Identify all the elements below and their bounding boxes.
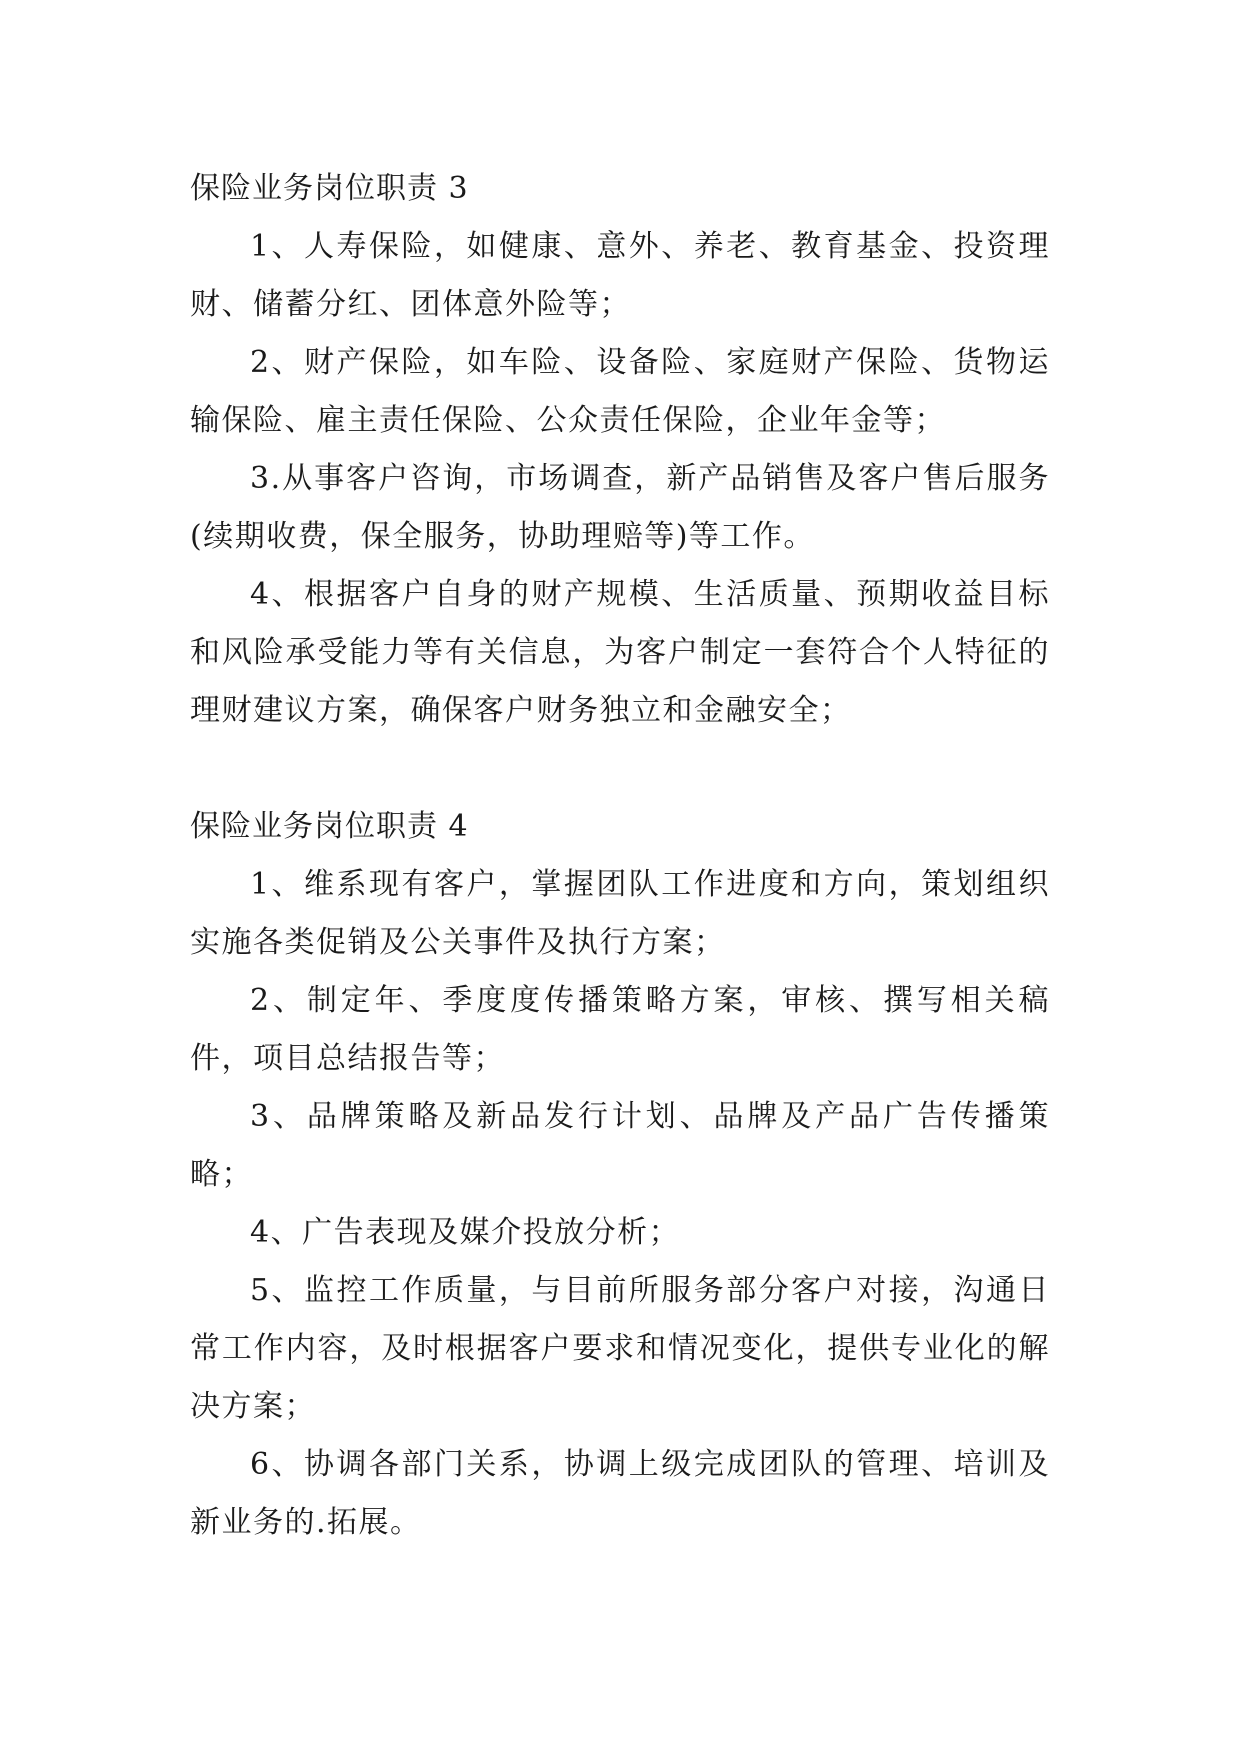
paragraph: 5、监控工作质量，与目前所服务部分客户对接，沟通日常工作内容，及时根据客户要求和情况变化，提供专业化的解决方案； bbox=[190, 1273, 1050, 1424]
paragraph: 4、广告表现及媒介投放分析； bbox=[250, 1215, 681, 1250]
paragraph: 1、维系现有客户，掌握团队工作进度和方向，策划组织实施各类促销及公关事件及执行方案； bbox=[190, 867, 1050, 960]
paragraph: 6、协调各部门关系，协调上级完成团队的管理、培训及新业务的.拓展。 bbox=[190, 1447, 1050, 1540]
paragraph: 2、财产保险，如车险、设备险、家庭财产保险、货物运输保险、雇主责任保险、公众责任保险，企业年金等； bbox=[190, 345, 1050, 438]
section-title: 保险业务岗位职责 3 bbox=[190, 171, 469, 206]
paragraph: 1、人寿保险，如健康、意外、养老、教育基金、投资理财、储蓄分红、团体意外险等； bbox=[190, 229, 1050, 322]
paragraph: 2、制定年、季度度传播策略方案，审核、撰写相关稿件，项目总结报告等； bbox=[190, 983, 1050, 1076]
section-title: 保险业务岗位职责 4 bbox=[190, 809, 469, 844]
paragraph: 3、品牌策略及新品发行计划、品牌及产品广告传播策略； bbox=[190, 1099, 1050, 1192]
document-body bbox=[190, 160, 1050, 1552]
paragraph: 4、根据客户自身的财产规模、生活质量、预期收益目标和风险承受能力等有关信息，为客户制定一套符合个人特征的理财建议方案，确保客户财务独立和金融安全； bbox=[190, 577, 1050, 728]
section-responsibilities-3 bbox=[190, 160, 1050, 740]
section-responsibilities-4 bbox=[190, 798, 1050, 1552]
paragraph: 3.从事客户咨询，市场调查，新产品销售及客户售后服务(续期收费，保全服务，协助理赔等)等工作。 bbox=[190, 461, 1050, 554]
